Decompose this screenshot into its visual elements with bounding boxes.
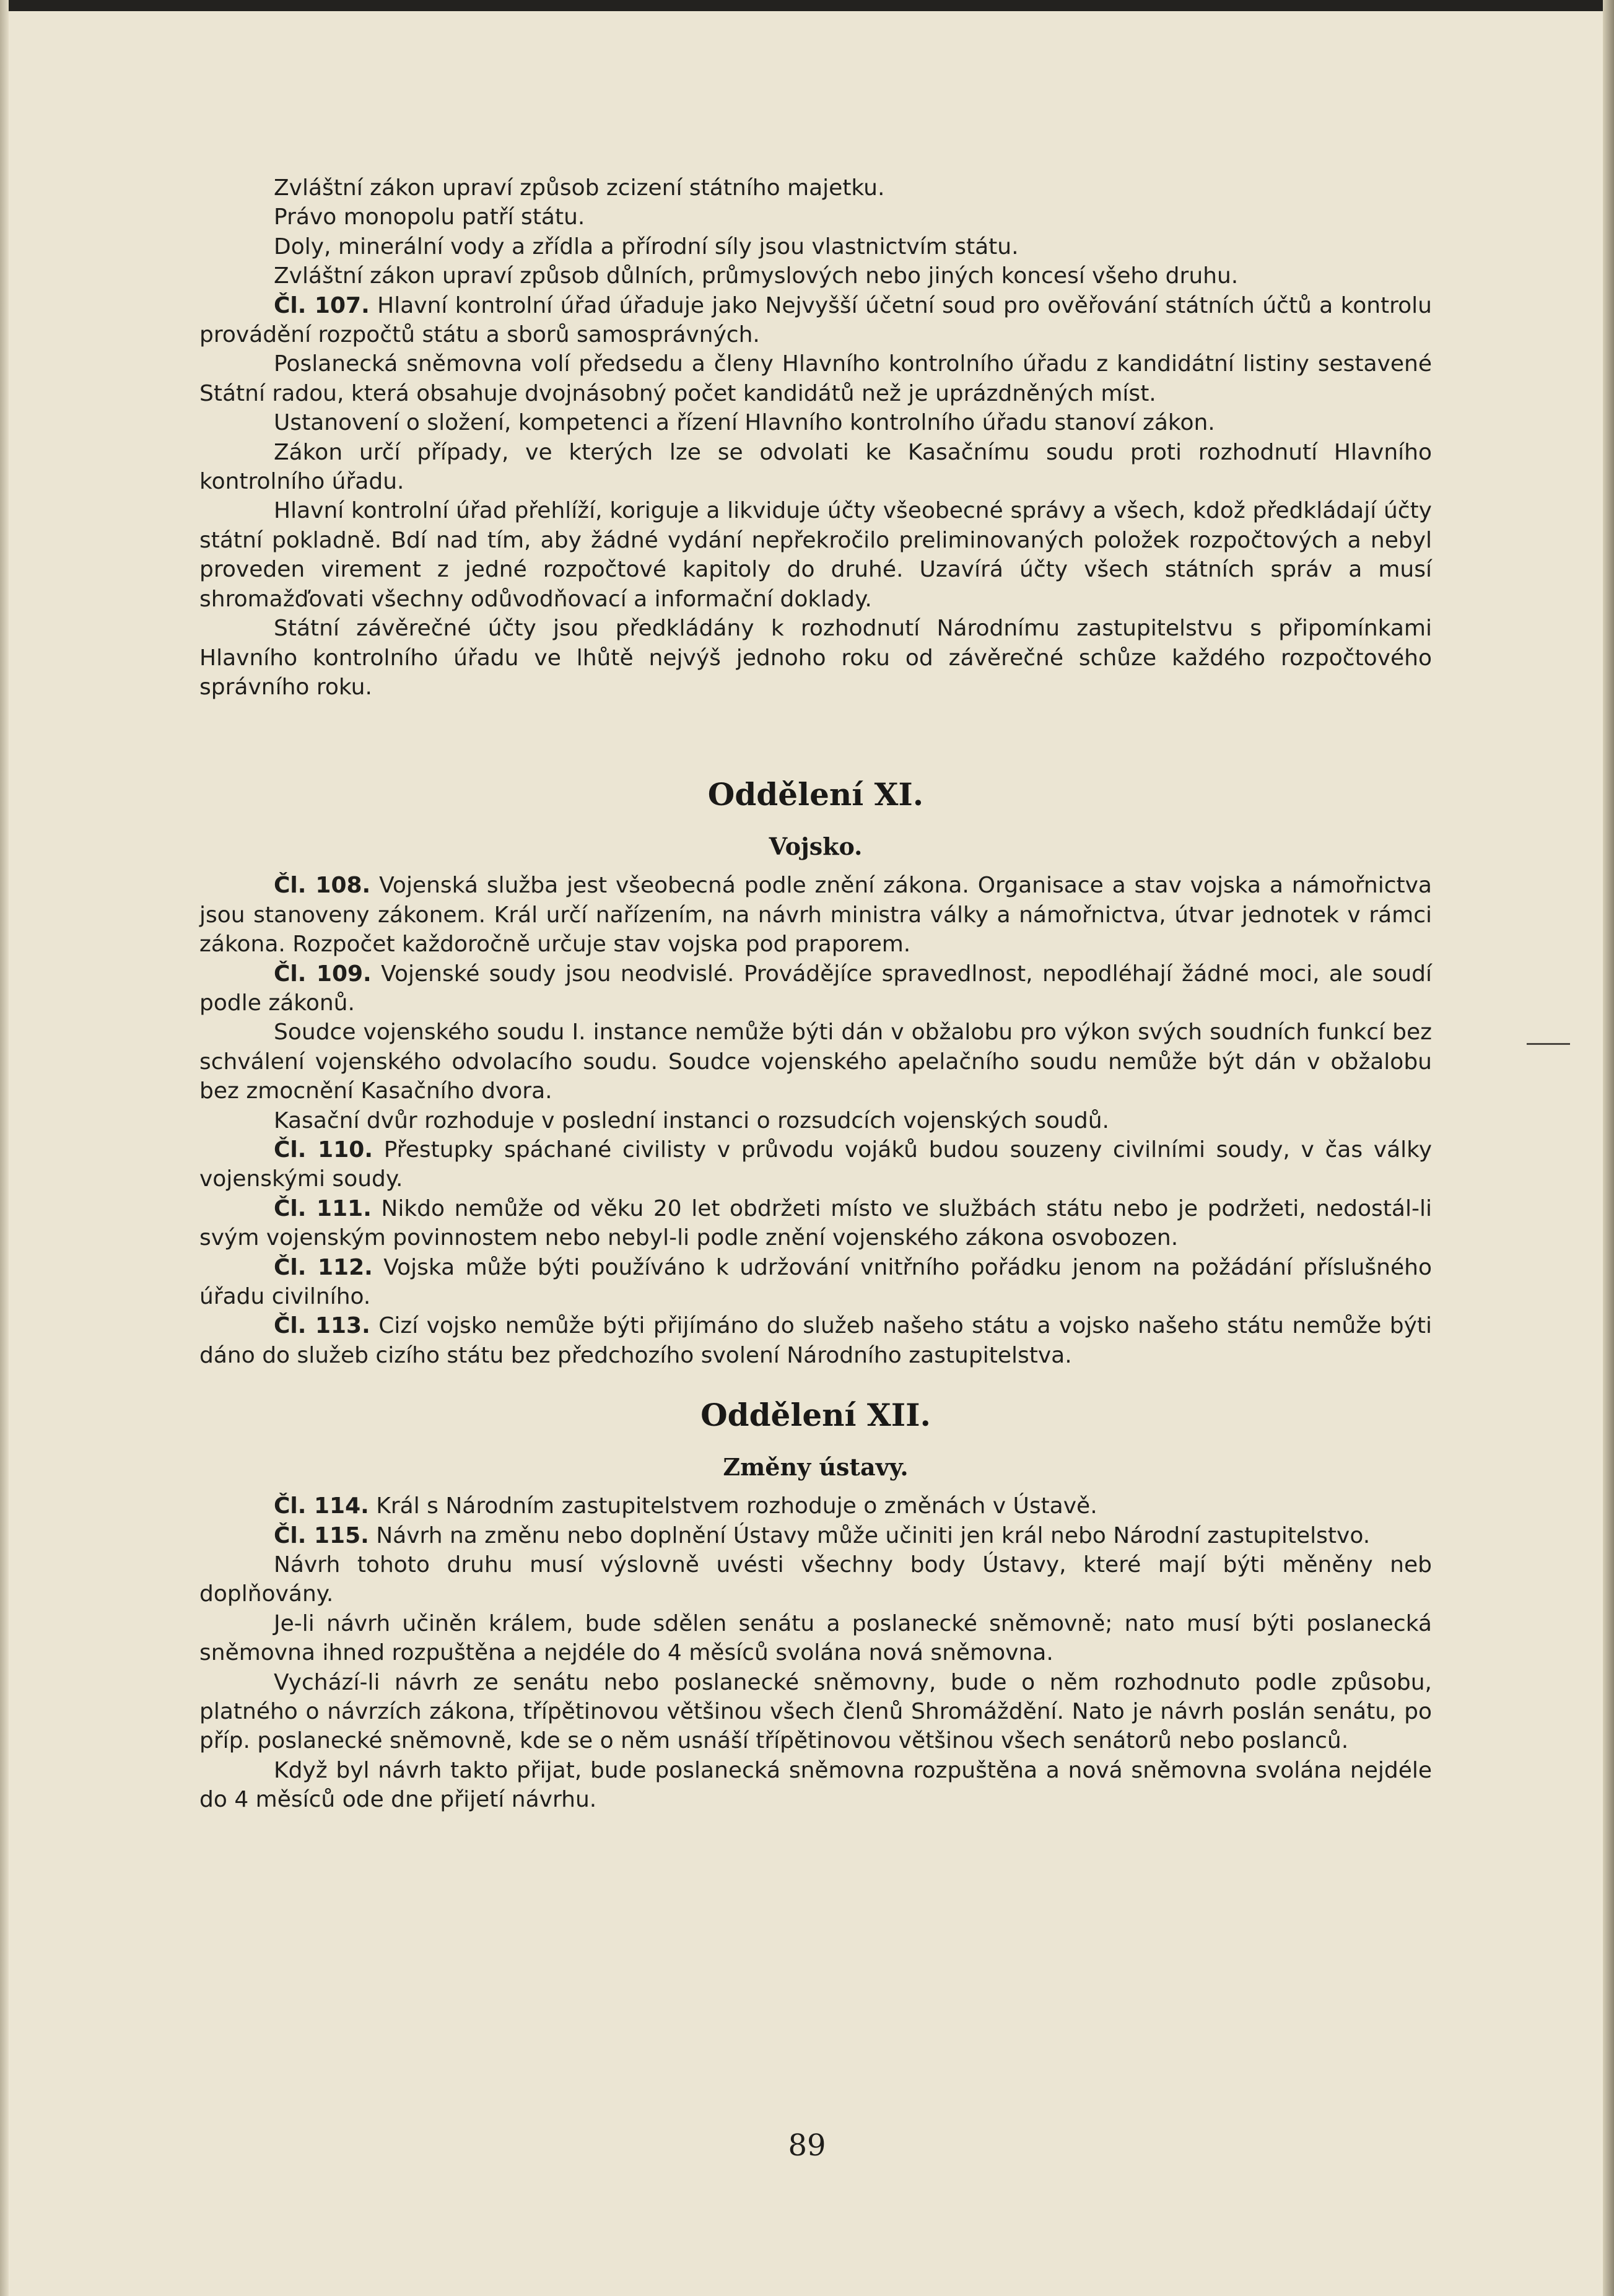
section-subheading-zmeny-ustavy: Změny ústavy. xyxy=(723,1453,909,1482)
page-right-edge xyxy=(1603,0,1614,2296)
section-heading-xi: Oddělení XI. xyxy=(707,776,924,813)
section-heading-xii: Oddělení XII. xyxy=(700,1397,931,1434)
article-number: Čl. 110. xyxy=(274,1137,373,1163)
paragraph xyxy=(199,1521,1432,1550)
paragraph xyxy=(199,349,1432,408)
paragraph xyxy=(199,1194,1432,1253)
paragraph-text: Vojenská služba jest všeobecná podle znění zákona. Organisace a stav vojska a námořnictva jsou stanoveny zákonem. Král určí nařízením, na návrh ministra války a námořnictva, útvar jednotek v rámci zákona. Rozpočet každoročně určuje stav vojska pod praporem. xyxy=(199,873,1432,958)
paragraph xyxy=(199,1550,1432,1609)
paragraph-text: Vychází-li návrh ze senátu nebo poslanecké sněmovny, bude o něm rozhodnuto podle způsobu, platného o návrzích zákona, třípětinovou většinou všech členů Shromáždění. Nato je návrh poslán senátu, po příp. poslanecké sněmovně, kde se o něm usnáší třípětinovou většinou všech senátorů nebo poslanců. xyxy=(199,1669,1432,1754)
spacer xyxy=(199,702,1432,773)
article-number: Čl. 109. xyxy=(274,961,372,987)
paragraph xyxy=(199,1668,1432,1756)
paragraph xyxy=(199,1253,1432,1312)
paragraph-text: Ustanovení o složení, kompetenci a řízení Hlavního kontrolního úřadu stanoví zákon. xyxy=(274,410,1215,436)
paragraph-text: Návrh na změnu nebo doplnění Ústavy může učiniti jen král nebo Národní zastupitelstvo. xyxy=(376,1522,1371,1548)
paragraph-text: Návrh tohoto druhu musí výslovně uvésti všechny body Ústavy, které mají býti měněny neb doplňovány. xyxy=(199,1552,1432,1607)
paragraph-text: Zvláštní zákon upraví způsob důlních, průmyslových nebo jiných koncesí všeho druhu. xyxy=(274,263,1239,289)
paragraph xyxy=(199,614,1432,702)
paragraph-text: Právo monopolu patří státu. xyxy=(274,204,585,230)
margin-pencil-mark xyxy=(1527,1043,1570,1045)
paragraph xyxy=(199,1311,1432,1370)
paragraph-text: Když byl návrh takto přijat, bude poslanecká sněmovna rozpuštěna a nová sněmovna svolána nejdéle do 4 měsíců ode dne přijetí návrhu. xyxy=(199,1757,1432,1813)
paragraph xyxy=(199,173,1432,203)
paragraph-text: Doly, minerální vody a zřídla a přírodní síly jsou vlastnictvím státu. xyxy=(274,234,1019,260)
paragraphs-section-xi xyxy=(199,871,1432,1370)
paragraph-text: Vojska může býti používáno k udržování vnitřního pořádku jenom na požádání příslušného úřadu civilního. xyxy=(199,1254,1432,1309)
paragraph-text: Soudce vojenského soudu I. instance nemůže býti dán v obžalobu pro výkon svých soudních funkcí bez schválení vojenského odvolacího soudu. Soudce vojenského apelačního soudu nemůže být dán v obžalobu bez zmocnění Kasačního dvora. xyxy=(199,1019,1432,1104)
paragraph xyxy=(199,203,1432,232)
paragraph xyxy=(199,496,1432,614)
paragraph-text: Zákon určí případy, ve kterých lze se odvolati ke Kasačnímu soudu proti rozhodnutí Hlavního kontrolního úřadu. xyxy=(199,439,1432,495)
section-subheading-vojsko: Vojsko. xyxy=(769,832,863,861)
paragraph xyxy=(199,232,1432,261)
article-number: Čl. 107. xyxy=(274,292,370,318)
paragraph xyxy=(199,959,1432,1018)
article-number: Čl. 114. xyxy=(274,1493,369,1519)
page-body xyxy=(199,173,1432,1815)
paragraph xyxy=(199,1609,1432,1668)
article-number: Čl. 112. xyxy=(274,1254,373,1280)
paragraph-text: Přestupky spáchané civilisty v průvodu vojáků budou souzeny civilními soudy, v čas války vojenskými soudy. xyxy=(199,1137,1433,1192)
spacer xyxy=(199,1370,1432,1394)
paragraph xyxy=(199,1491,1432,1521)
paragraph-text: Nikdo nemůže od věku 20 let obdržeti místo ve službách státu nebo je podržeti, nedostál-li svým vojenským povinnostem nebo nebyl-li podle znění vojenského zákona osvobozen. xyxy=(199,1195,1432,1251)
paragraph-text: Hlavní kontrolní úřad přehlíží, koriguje a likviduje účty všeobecné správy a všech, kdož předkládají účty státní pokladně. Bdí nad tím, aby žádné vydání nepřekročilo preliminovaných položek rozpočtových a nebyl proveden virement z jedné rozpočtové kapitoly do druhé. Uzavírá účty všech státních správ a musí shromažďovati všechny odůvodňovací a informační doklady. xyxy=(199,498,1432,612)
paragraph-text: Vojenské soudy jsou neodvislé. Provádějíce spravedlnost, nepodléhají žádné moci, ale soudí podle zákonů. xyxy=(199,961,1432,1016)
paragraph-text: Je-li návrh učiněn králem, bude sdělen senátu a poslanecké sněmovně; nato musí býti poslanecká sněmovna ihned rozpuštěna a nejdéle do 4 měsíců svolána nová sněmovna. xyxy=(199,1610,1432,1666)
paragraph xyxy=(199,261,1432,290)
article-number: Čl. 111. xyxy=(274,1195,372,1221)
paragraph-text: Poslanecká sněmovna volí předsedu a členy Hlavního kontrolního úřadu z kandidátní listiny sestavené Státní radou, která obsahuje dvojnásobný počet kandidátů než je uprázdněných míst. xyxy=(199,351,1432,406)
article-number: Čl. 115. xyxy=(274,1522,369,1548)
paragraph xyxy=(199,408,1432,437)
paragraph xyxy=(199,1106,1432,1135)
article-number: Čl. 113. xyxy=(274,1313,370,1339)
paragraph xyxy=(199,1135,1432,1194)
paragraph xyxy=(199,291,1432,350)
paragraph-text: Cizí vojsko nemůže býti přijímáno do služeb našeho státu a vojsko našeho státu nemůže býti dáno do služeb cizího státu bez předchozího svolení Národního zastupitelstva. xyxy=(199,1313,1432,1368)
paragraph-text: Státní závěrečné účty jsou předkládány k rozhodnutí Národnímu zastupitelstvu s připomínkami Hlavního kontrolního úřadu ve lhůtě nejvýš jednoho roku od závěrečné schůze každého rozpočtového správního roku. xyxy=(199,616,1432,700)
paragraph-text: Kasační dvůr rozhoduje v poslední instanci o rozsudcích vojenských soudů. xyxy=(274,1107,1109,1133)
paragraph xyxy=(199,1018,1432,1106)
paragraph xyxy=(199,438,1432,497)
paragraph xyxy=(199,1756,1432,1815)
paragraph-text: Hlavní kontrolní úřad úřaduje jako Nejvyšší účetní soud pro ověřování státních účtů a kontrolu provádění rozpočtů státu a sborů samosprávných. xyxy=(199,292,1432,348)
paragraph-text: Zvláštní zákon upraví způsob zcizení státního majetku. xyxy=(274,175,885,201)
paragraph xyxy=(199,871,1432,959)
scan-top-border xyxy=(0,0,1614,11)
page-number: 89 xyxy=(788,2128,826,2163)
paragraph-text: Král s Národním zastupitelstvem rozhoduje o změnách v Ústavě. xyxy=(376,1493,1097,1519)
article-number: Čl. 108. xyxy=(274,873,371,899)
paragraphs-section-xii xyxy=(199,1491,1432,1814)
page-left-edge xyxy=(0,0,9,2296)
paragraphs-part1 xyxy=(199,173,1432,702)
